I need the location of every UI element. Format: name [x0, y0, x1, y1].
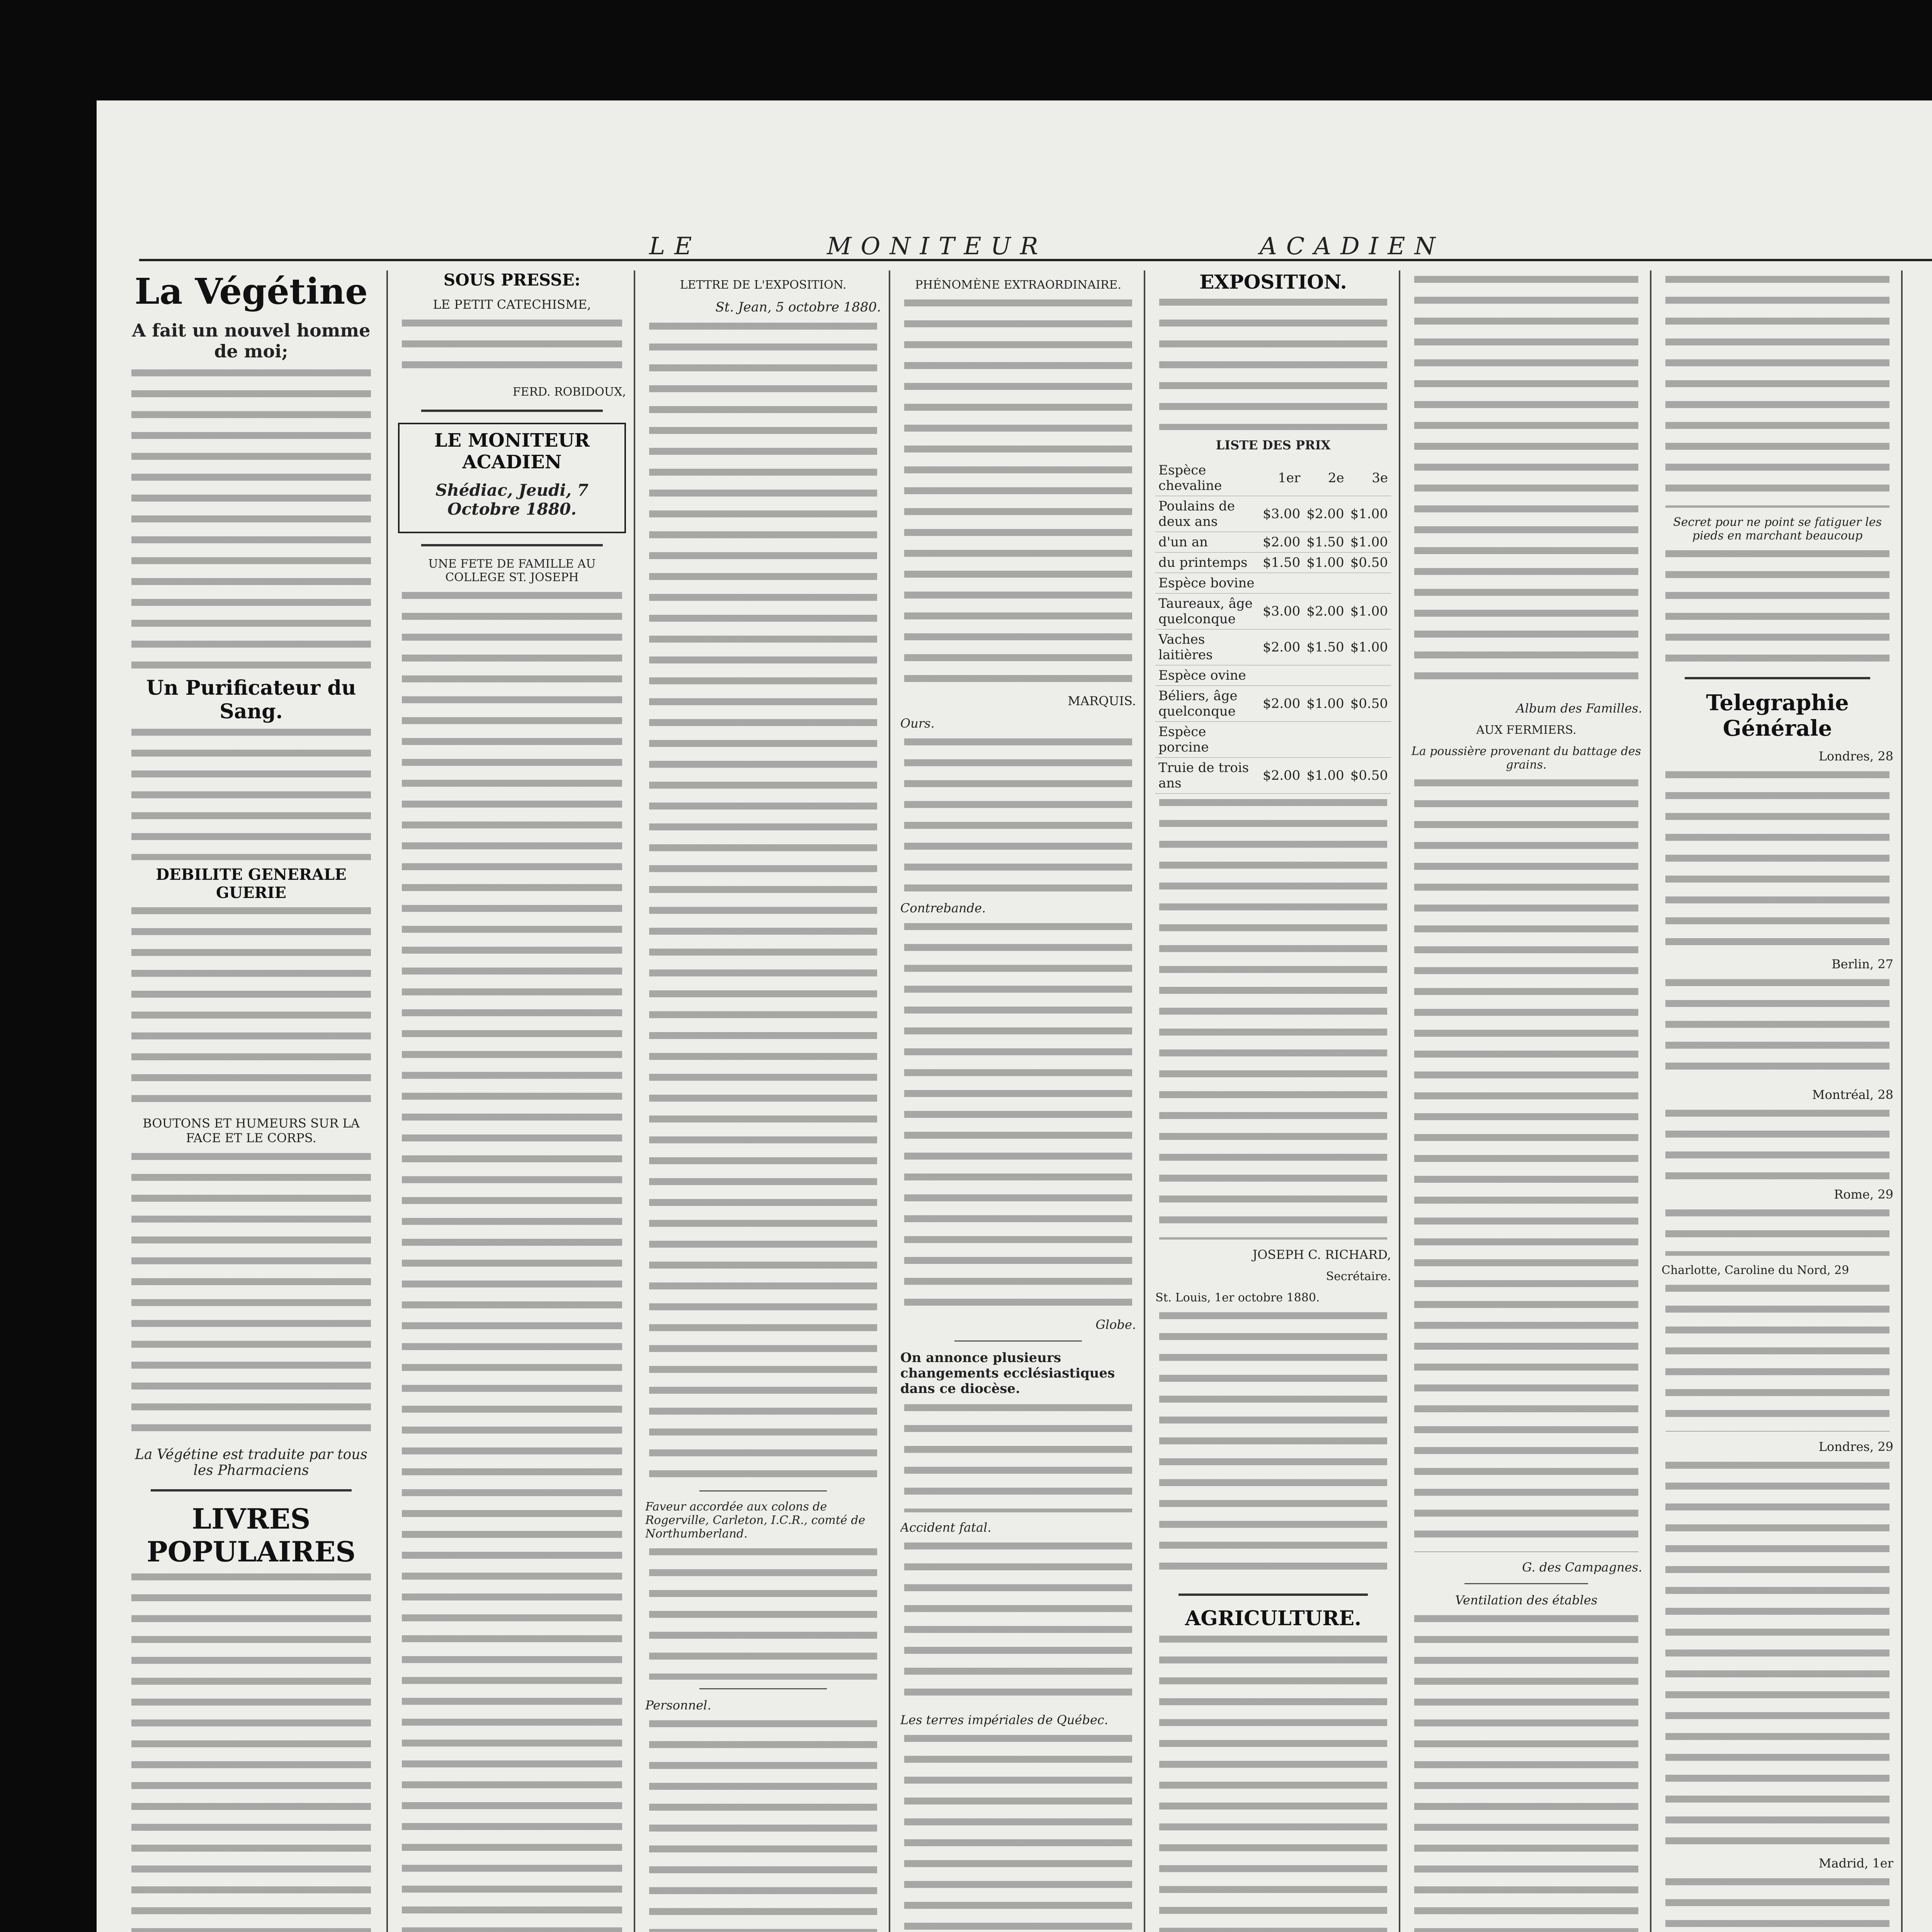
secret-pieds-heading: Secret pour ne point se fatiguer les pieds en marchant beaucoup	[1673, 515, 1882, 543]
issue-dateline: Shédiac, Jeudi, 7 Octobre 1880.	[435, 481, 588, 519]
price-row-label: Vaches laitières	[1155, 629, 1260, 665]
gazette-signature: G. des Campagnes.	[1522, 1560, 1642, 1575]
article-text	[1665, 1878, 1889, 1932]
poussiere-heading: La poussière provenant du battage des grains.	[1411, 745, 1641, 772]
price-row-label: Béliers, âge quelconque	[1155, 686, 1260, 722]
price-row-label: Espèce bovine	[1155, 573, 1260, 594]
faveur-heading: Faveur accordée aux colons de Rogerville, Carleton, I.C.R., comté de Northumberland.	[645, 1500, 866, 1541]
price-cell: $3.00	[1260, 594, 1303, 629]
dateline-charlotte: Charlotte, Caroline du Nord, 29	[1662, 1264, 1849, 1277]
ours-heading: Ours.	[900, 716, 935, 731]
divider	[699, 1490, 827, 1492]
price-cell	[1347, 573, 1391, 594]
column-rule	[1399, 270, 1400, 1932]
price-row-label: Espèce ovine	[1155, 665, 1260, 686]
liste-prix-heading: LISTE DES PRIX	[1216, 438, 1331, 452]
album-signature: Album des Familles.	[1516, 701, 1642, 716]
article-text	[649, 1720, 877, 1932]
personnel-heading: Personnel.	[645, 1698, 711, 1713]
divider	[699, 1688, 827, 1689]
price-row	[1155, 722, 1391, 758]
price-row	[1155, 758, 1391, 794]
fermiers-heading: AUX FERMIERS.	[1476, 723, 1577, 737]
telegraphie-title: Telegraphie Générale	[1706, 690, 1849, 741]
article-text	[1665, 771, 1889, 949]
column-7	[1662, 270, 1893, 1932]
column-1	[128, 270, 375, 1932]
price-row-label: Truie de trois ans	[1155, 758, 1260, 794]
column-4	[900, 270, 1136, 1932]
article-text	[904, 1735, 1132, 1932]
redacteur-signature: FERD. ROBIDOUX,	[512, 385, 626, 399]
livres-populaires-title: LIVRES POPULAIRES	[146, 1502, 356, 1568]
divider	[151, 1489, 352, 1492]
price-cell	[1347, 722, 1391, 758]
price-cell	[1260, 573, 1303, 594]
price-row-label: Taureaux, âge quelconque	[1155, 594, 1260, 629]
price-cell: $1.00	[1347, 496, 1391, 532]
price-cell: $1.00	[1303, 686, 1347, 722]
article-text	[1414, 779, 1638, 1552]
price-cell: $1.50	[1303, 629, 1347, 665]
article-text	[904, 1543, 1132, 1705]
price-row	[1155, 594, 1391, 629]
dateline-montreal: Montréal, 28	[1812, 1087, 1893, 1102]
ventilation-heading: Ventilation des étables	[1455, 1593, 1598, 1607]
price-cell: 1er	[1260, 460, 1303, 496]
price-row-label: Espèce porcine	[1155, 722, 1260, 758]
price-cell: $2.00	[1303, 496, 1347, 532]
changements-heading: On annonce plusieurs changements ecclésiastiques dans ce diocèse.	[900, 1350, 1115, 1396]
secretaire-title: Secrétaire.	[1326, 1270, 1391, 1283]
masthead-acadien: ACADIEN	[1260, 232, 1445, 260]
lettre-exposition-heading: LETTRE DE L'EXPOSITION.	[680, 278, 847, 292]
column-6	[1410, 270, 1642, 1932]
divider	[1464, 1583, 1588, 1584]
price-row-label: Poulains de deux ans	[1155, 496, 1260, 532]
price-row	[1155, 686, 1391, 722]
price-cell: $0.50	[1347, 758, 1391, 794]
price-cell: $1.50	[1260, 553, 1303, 573]
advertisement-text	[131, 907, 371, 1108]
price-cell	[1260, 665, 1303, 686]
fete-heading: UNE FETE DE FAMILLE AU COLLEGE ST. JOSEPH	[428, 557, 596, 584]
dateline-rome: Rome, 29	[1834, 1187, 1893, 1202]
price-row	[1155, 460, 1391, 496]
divider	[421, 410, 603, 412]
article-text	[1665, 1209, 1889, 1256]
phenomene-heading: PHÉNOMÈNE EXTRAORDINAIRE.	[915, 278, 1121, 292]
price-row-label: du printemps	[1155, 553, 1260, 573]
article-text	[1414, 1615, 1638, 1932]
debilite-heading: DEBILITE GENERALE GUERIE	[156, 866, 347, 902]
accident-heading: Accident fatal.	[900, 1520, 992, 1535]
advertisement-text	[131, 729, 371, 860]
price-cell: $1.00	[1347, 532, 1391, 553]
price-row	[1155, 532, 1391, 553]
article-text	[904, 923, 1132, 1310]
article-text	[1665, 1110, 1889, 1179]
divider	[954, 1340, 1082, 1342]
sous-presse-heading: SOUS PRESSE:	[443, 270, 581, 289]
article-text	[1414, 276, 1638, 693]
secretaire-date: St. Louis, 1er octobre 1880.	[1155, 1291, 1320, 1304]
article-text	[1159, 299, 1387, 430]
price-cell	[1303, 722, 1347, 758]
article-text	[1159, 1636, 1387, 1932]
vegetine-subtitle: A fait un nouvel homme de moi;	[132, 320, 371, 362]
price-cell	[1347, 665, 1391, 686]
price-row	[1155, 665, 1391, 686]
secretaire-name: JOSEPH C. RICHARD,	[1252, 1247, 1391, 1262]
price-cell: 2e	[1303, 460, 1347, 496]
dateline-madrid: Madrid, 1er	[1818, 1856, 1893, 1871]
moniteur-flag-title: LE MONITEUR ACADIEN	[434, 430, 590, 473]
article-text	[904, 299, 1132, 686]
column-rule	[386, 270, 388, 1932]
price-row-label: d'un an	[1155, 532, 1260, 553]
price-row	[1155, 629, 1391, 665]
price-cell	[1260, 722, 1303, 758]
advertisement-text	[131, 1153, 371, 1439]
price-cell	[1303, 573, 1347, 594]
dateline-berlin: Berlin, 27	[1832, 957, 1893, 971]
price-cell	[1303, 665, 1347, 686]
price-cell: $1.00	[1303, 553, 1347, 573]
article-text	[1665, 550, 1889, 666]
price-cell: $2.00	[1303, 594, 1347, 629]
price-cell: $3.00	[1260, 496, 1303, 532]
price-row-label: Espèce chevaline	[1155, 460, 1260, 496]
price-cell: $1.00	[1303, 758, 1347, 794]
article-text	[649, 323, 877, 1482]
column-rule	[634, 270, 635, 1932]
terres-heading: Les terres impériales de Québec.	[900, 1713, 1108, 1727]
lettre-dateline: St. Jean, 5 octobre 1880.	[715, 299, 881, 315]
article-text	[904, 1404, 1132, 1512]
column-5	[1155, 270, 1391, 1932]
price-cell: $1.50	[1303, 532, 1347, 553]
price-cell: $2.00	[1260, 686, 1303, 722]
article-text	[1665, 1285, 1889, 1432]
notice-text	[402, 320, 622, 378]
price-cell: $1.00	[1347, 629, 1391, 665]
article-text	[402, 592, 622, 1932]
price-cell: $2.00	[1260, 532, 1303, 553]
price-row	[1155, 553, 1391, 573]
divider	[421, 544, 603, 546]
price-cell: $0.50	[1347, 553, 1391, 573]
article-text	[649, 1548, 877, 1680]
column-rule	[889, 270, 890, 1932]
price-cell: $1.00	[1347, 594, 1391, 629]
advertisement-text	[131, 369, 371, 671]
price-cell: $2.00	[1260, 758, 1303, 794]
book-list-text	[131, 1573, 371, 1932]
article-text	[1665, 979, 1889, 1080]
masthead-le: LE	[649, 232, 701, 260]
dateline-londres-2: Londres, 29	[1818, 1439, 1893, 1454]
marquis-signature: MARQUIS.	[1068, 694, 1136, 708]
purificateur-heading: Un Purificateur du Sang.	[146, 676, 356, 723]
column-rule	[1650, 270, 1651, 1932]
article-text	[1159, 1312, 1387, 1583]
contrebande-heading: Contrebande.	[900, 901, 986, 915]
column-rule	[1901, 270, 1903, 1932]
divider	[1179, 1594, 1368, 1596]
divider	[1685, 677, 1870, 679]
article-text	[1665, 276, 1889, 508]
vegetine-title: La Végétine	[134, 270, 368, 312]
boutons-heading: BOUTONS ET HUMEURS SUR LA FACE ET LE CORPS.	[143, 1116, 360, 1145]
price-cell: $0.50	[1347, 686, 1391, 722]
dateline-londres: Londres, 28	[1818, 749, 1893, 764]
price-row	[1155, 496, 1391, 532]
traduction-note: La Végétine est traduite par tous les Pharmaciens	[135, 1447, 367, 1478]
masthead-moniteur: MONITEUR	[827, 232, 1048, 260]
price-cell: 3e	[1347, 460, 1391, 496]
page-masthead	[139, 232, 1932, 261]
petit-catechisme: LE PETIT CATECHISME,	[433, 297, 591, 312]
exposition-title: EXPOSITION.	[1199, 270, 1347, 293]
article-text	[1159, 799, 1387, 1240]
column-3	[645, 270, 881, 1932]
column-rule	[1144, 270, 1145, 1932]
column-2	[398, 270, 626, 1932]
article-text	[904, 738, 1132, 893]
price-cell: $2.00	[1260, 629, 1303, 665]
globe-signature: Globe.	[1095, 1317, 1136, 1332]
article-text	[1665, 1462, 1889, 1848]
flag-box	[398, 423, 626, 533]
agriculture-title: AGRICULTURE.	[1185, 1607, 1362, 1630]
price-row	[1155, 573, 1391, 594]
price-list-table	[1155, 460, 1391, 794]
